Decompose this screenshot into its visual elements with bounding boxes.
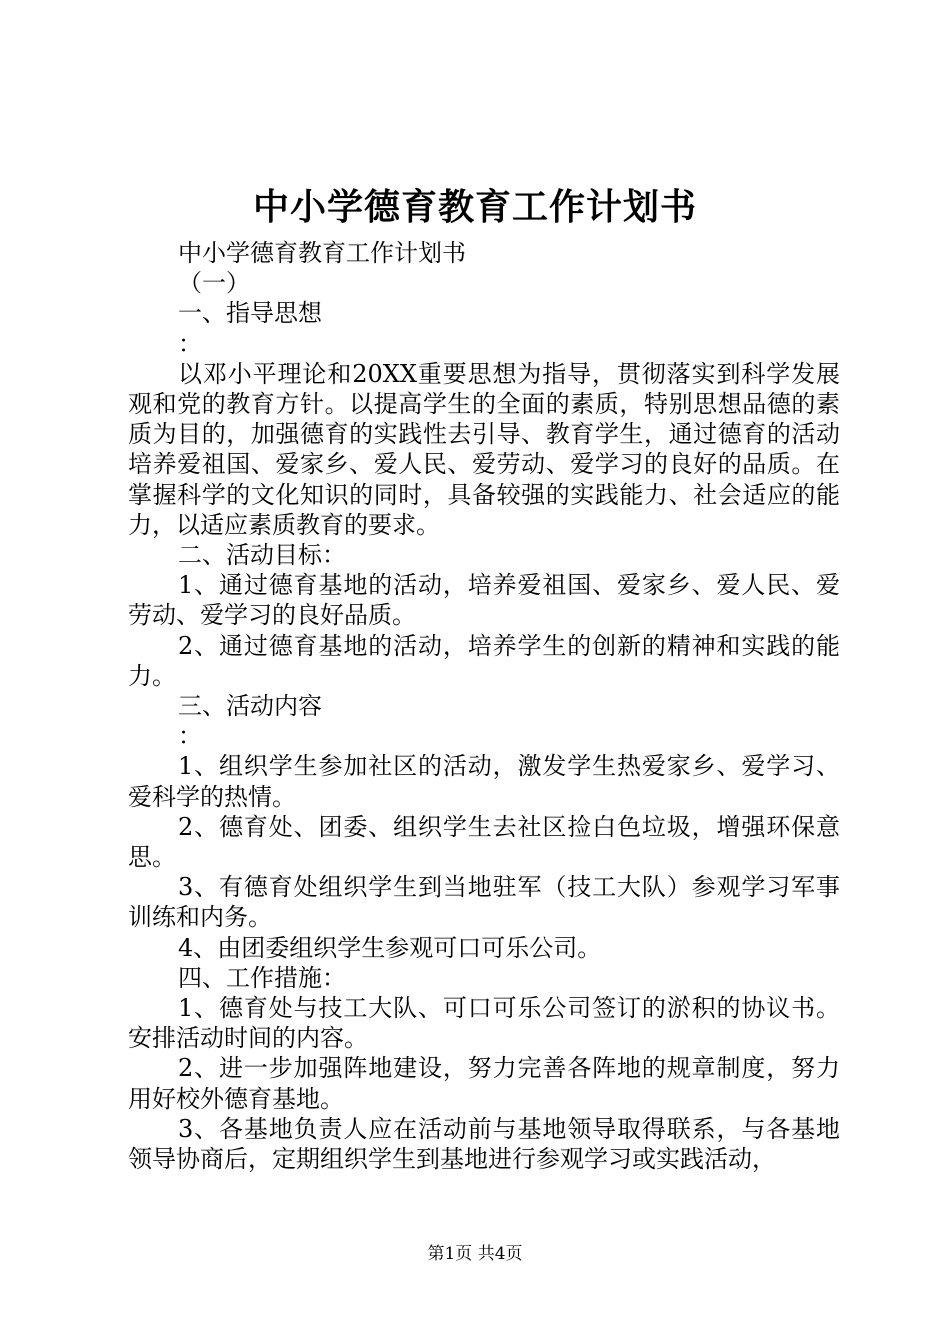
- section-heading-activity-goals: 二、活动目标：: [178, 541, 346, 570]
- paragraph-guiding-thought: 以邓小平理论和20XX重要思想为指导，贯彻落实到科学发展观和党的教育方针。以提高学生的全面的素质，特别思想品德的素质为目的，加强德育的实践性去引导、教育学生，通过德育的活动培养爱祖国、爱家乡、爱人民、爱劳动、爱学习的良好的品质。在掌握科学的文化知识的同时，具备较强的实践能力、社会适应的能力，以适应素质教育的要求。: [128, 359, 840, 539]
- paragraph-goal-2: 2、通过德育基地的活动，培养学生的创新的精神和实践的能力。: [128, 631, 840, 690]
- paragraph-colon: ：: [178, 329, 202, 358]
- section-heading-activity-content: 三、活动内容: [178, 692, 322, 721]
- paragraph-colon: ：: [178, 722, 202, 751]
- document-body: [128, 238, 840, 1174]
- page-footer: 第1页 共4页: [427, 1244, 523, 1264]
- paragraph-measure-3: 3、各基地负责人应在活动前与基地领导取得联系，与各基地领导协商后，定期组织学生到基地进行参观学习或实践活动，: [128, 1114, 840, 1174]
- paragraph-subtitle: 中小学德育教育工作计划书: [178, 239, 466, 267]
- section-heading-work-measures: 四、工作措施：: [178, 963, 346, 992]
- paragraph-content-3: 3、有德育处组织学生到当地驻军（技工大队）参观学习军事训练和内务。: [128, 873, 840, 932]
- paragraph-content-2: 2、德育处、团委、组织学生去社区捡白色垃圾，增强环保意思。: [128, 812, 840, 872]
- paragraph-goal-1: 1、通过德育基地的活动，培养爱祖国、爱家乡、爱人民、爱劳动、爱学习的良好品质。: [128, 571, 840, 630]
- paragraph-content-4: 4、由团委组织学生参观可口可乐公司。: [178, 933, 602, 962]
- paragraph-measure-1: 1、德育处与技工大队、可口可乐公司签订的淤积的协议书。安排活动时间的内容。: [128, 994, 840, 1053]
- document-title: 中小学德育教育工作计划书: [252, 186, 697, 228]
- section-heading-guiding-thought: 一、指导思想: [178, 299, 322, 328]
- paragraph-content-1: 1、组织学生参加社区的活动，激发学生热爱家乡、爱学习、爱科学的热情。: [128, 752, 840, 811]
- paragraph-measure-2: 2、进一步加强阵地建设，努力完善各阵地的规章制度，努力用好校外德育基地。: [128, 1054, 840, 1113]
- paragraph-section-number: （一）: [178, 269, 250, 298]
